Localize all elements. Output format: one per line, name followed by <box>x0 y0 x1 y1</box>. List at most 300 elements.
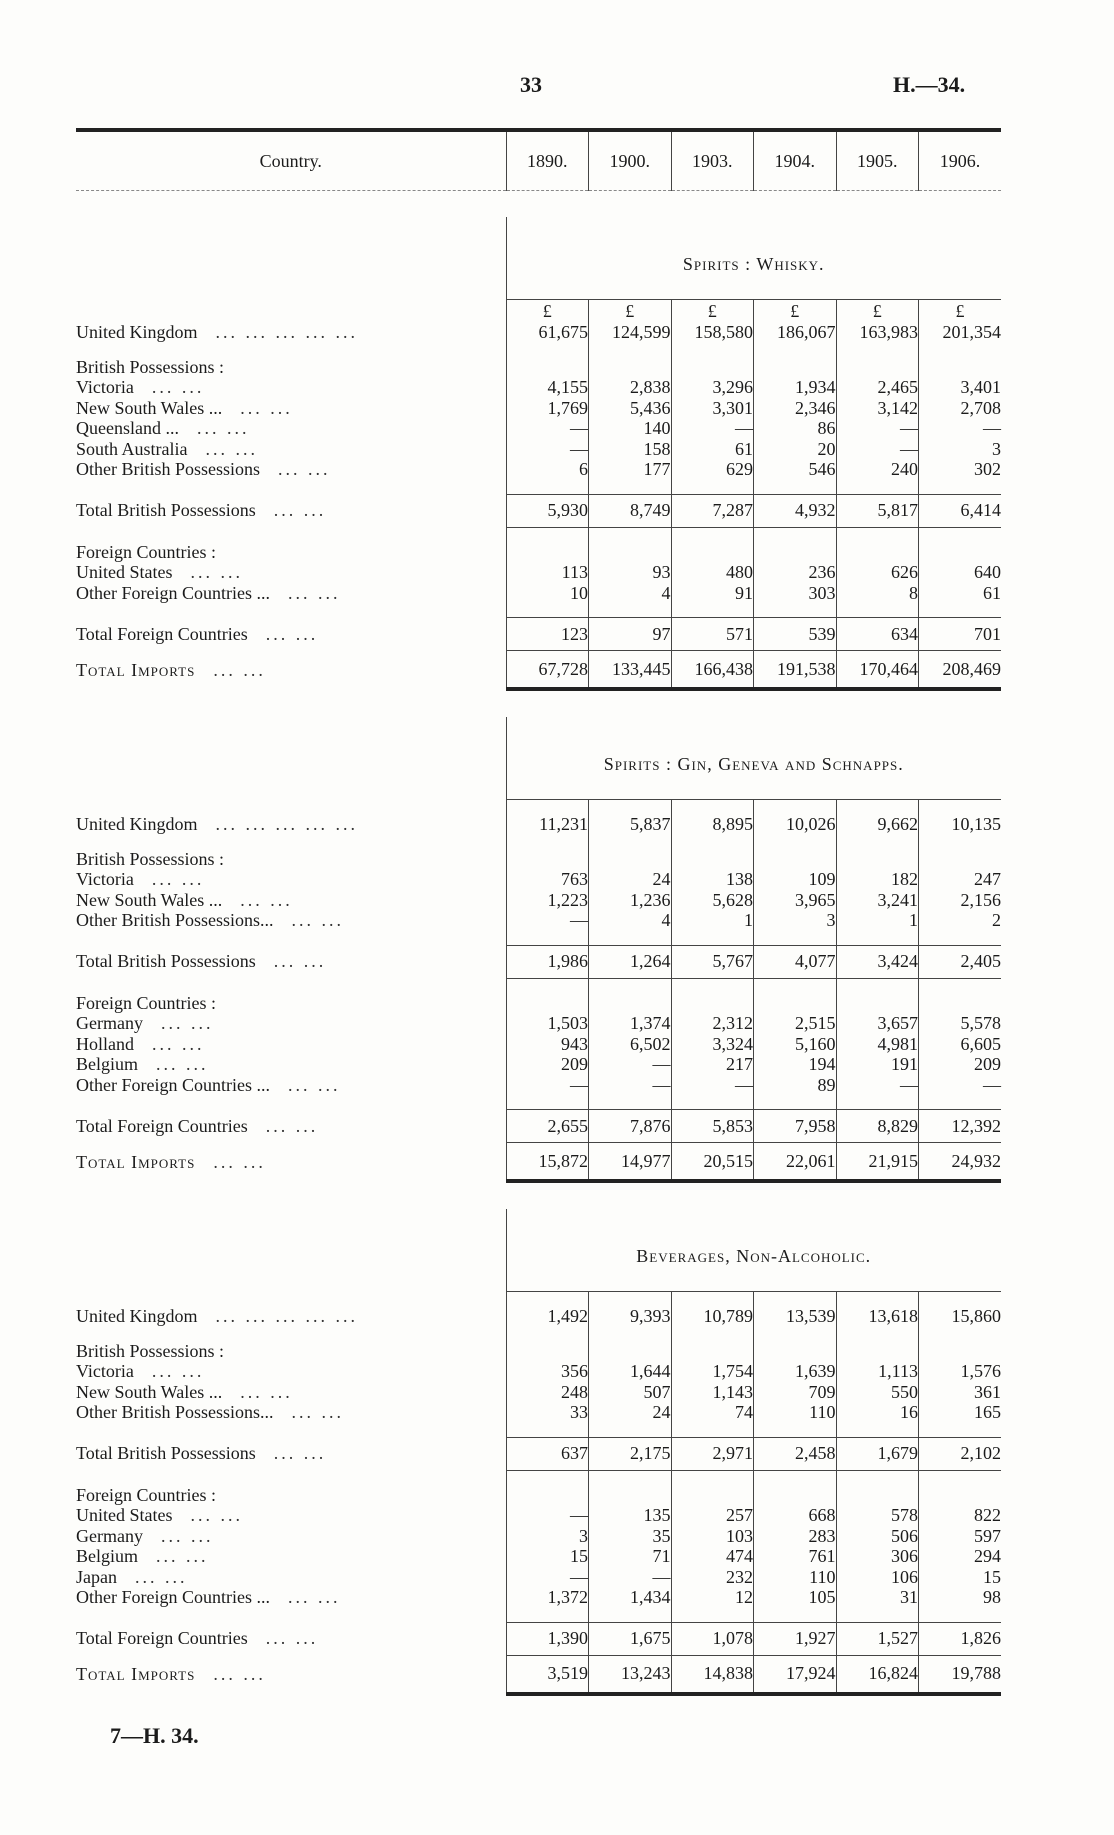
year-header: 1905. <box>836 130 919 191</box>
foreign-row <box>76 1587 1001 1608</box>
blank-cell <box>671 1341 754 1362</box>
british-row <box>76 1402 1001 1423</box>
value-cell: — <box>506 439 589 460</box>
header-row <box>76 130 1001 191</box>
value-cell: 61 <box>671 439 754 460</box>
foreign-total-row <box>76 1622 1001 1655</box>
spacer <box>506 1292 589 1307</box>
blank-cell <box>754 357 837 378</box>
row-label: Belgium <box>76 1054 138 1074</box>
british-row <box>76 890 1001 911</box>
blank-cell <box>671 993 754 1014</box>
value-cell: 14,838 <box>671 1655 754 1694</box>
value-cell: 1,434 <box>589 1587 672 1608</box>
blank-cell <box>919 1485 1002 1506</box>
row-label: Total Foreign Countries <box>76 1628 248 1649</box>
spacer <box>754 1470 837 1485</box>
blank-cell <box>919 993 1002 1014</box>
spacer <box>76 1423 506 1438</box>
country-label <box>76 1034 506 1055</box>
leader-dots: ... ... <box>151 869 205 889</box>
blank-cell <box>836 1485 919 1506</box>
country-label <box>76 910 506 931</box>
group-heading <box>76 357 506 378</box>
british-row <box>76 418 1001 439</box>
blank-cell <box>589 849 672 870</box>
spacer <box>919 800 1002 815</box>
value-cell: 2,655 <box>506 1110 589 1143</box>
value-cell: 7,958 <box>754 1110 837 1143</box>
value-cell: 763 <box>506 869 589 890</box>
spacer <box>506 1327 589 1341</box>
british-row <box>76 459 1001 480</box>
country-label <box>76 459 506 480</box>
value-cell: 1,576 <box>919 1361 1002 1382</box>
value-cell: 1,374 <box>589 1013 672 1034</box>
value-cell: 12 <box>671 1587 754 1608</box>
value-cell: 105 <box>754 1587 837 1608</box>
value-cell: 201,354 <box>919 322 1002 343</box>
country-label <box>76 945 506 978</box>
value-cell: 634 <box>836 618 919 651</box>
spacer <box>919 978 1002 993</box>
row-label: Total Foreign Countries <box>76 623 248 644</box>
value-cell: 361 <box>919 1382 1002 1403</box>
value-cell: 1,927 <box>754 1622 837 1655</box>
spacer <box>919 343 1002 357</box>
spacer <box>506 343 589 357</box>
blank-cell <box>589 357 672 378</box>
blank-cell <box>671 1485 754 1506</box>
spacer-row <box>76 835 1001 849</box>
value-cell: 626 <box>836 562 919 583</box>
country-label <box>76 377 506 398</box>
spacer <box>836 1095 919 1110</box>
value-cell: 21,915 <box>836 1143 919 1182</box>
spacer-row <box>76 931 1001 946</box>
spacer <box>76 1608 506 1623</box>
row-label: New South Wales ... <box>76 889 223 910</box>
value-cell: 35 <box>589 1526 672 1547</box>
row-label: Other British Possessions... <box>76 910 274 930</box>
spacer <box>754 1095 837 1110</box>
country-label <box>76 1655 506 1694</box>
spacer <box>671 1095 754 1110</box>
spacer <box>836 1292 919 1307</box>
spacer <box>589 480 672 495</box>
spacer-row <box>76 1292 1001 1307</box>
value-cell: 550 <box>836 1382 919 1403</box>
value-cell: 10,789 <box>671 1306 754 1327</box>
value-cell: 248 <box>506 1382 589 1403</box>
spacer <box>754 1292 837 1307</box>
spacer <box>671 1608 754 1623</box>
value-cell: 578 <box>836 1505 919 1526</box>
spacer <box>754 343 837 357</box>
spacer <box>919 527 1002 542</box>
british-row <box>76 1361 1001 1382</box>
spacer <box>754 835 837 849</box>
spacer <box>506 931 589 946</box>
leader-dots: ... ... <box>240 397 293 418</box>
value-cell: 1,644 <box>589 1361 672 1382</box>
value-cell: 123 <box>506 618 589 651</box>
value-cell: 1,679 <box>836 1437 919 1470</box>
value-cell: 10,135 <box>919 814 1002 835</box>
spacer-row <box>76 527 1001 542</box>
spacer-row <box>76 1470 1001 1485</box>
value-cell: 943 <box>506 1034 589 1055</box>
spacer <box>836 480 919 495</box>
spacer <box>671 800 754 815</box>
value-cell: 170,464 <box>836 651 919 690</box>
row-label: Victoria <box>76 869 134 889</box>
country-label <box>76 1382 506 1403</box>
value-cell: — <box>506 910 589 931</box>
spacer <box>919 1327 1002 1341</box>
spacer <box>76 800 506 815</box>
value-cell: 208,469 <box>919 651 1002 690</box>
value-cell: 3,657 <box>836 1013 919 1034</box>
spacer <box>919 931 1002 946</box>
value-cell: — <box>671 418 754 439</box>
value-cell: 182 <box>836 869 919 890</box>
value-cell: 6 <box>506 459 589 480</box>
value-cell: 8,895 <box>671 814 754 835</box>
row-label: Other British Possessions <box>76 459 261 479</box>
value-cell: 507 <box>589 1382 672 1403</box>
blank-cell <box>754 1341 837 1362</box>
value-cell: 1,113 <box>836 1361 919 1382</box>
blank-cell <box>836 1341 919 1362</box>
value-cell: — <box>589 1054 672 1075</box>
british-row <box>76 869 1001 890</box>
spacer <box>836 978 919 993</box>
value-cell: 91 <box>671 583 754 604</box>
leader-dots: ... ... <box>240 889 293 910</box>
row-label: Other Foreign Countries ... <box>76 582 270 603</box>
value-cell: 2,971 <box>671 1437 754 1470</box>
row-label: United Kingdom <box>76 1306 198 1326</box>
group-heading-row <box>76 542 1001 563</box>
value-cell: 138 <box>671 869 754 890</box>
leader-dots: ... ... <box>273 1443 327 1464</box>
spacer <box>589 1292 672 1307</box>
value-cell: 24 <box>589 869 672 890</box>
spacer <box>506 1470 589 1485</box>
spacer <box>836 343 919 357</box>
spacer <box>836 603 919 618</box>
spacer <box>671 480 754 495</box>
value-cell: 546 <box>754 459 837 480</box>
year-header: 1904. <box>754 130 837 191</box>
group-heading <box>76 849 506 870</box>
spacer <box>919 480 1002 495</box>
section-spacer <box>76 689 1001 717</box>
value-cell: 303 <box>754 583 837 604</box>
value-cell: 1 <box>836 910 919 931</box>
value-cell: 302 <box>919 459 1002 480</box>
spacer <box>836 1608 919 1623</box>
row-label: Foreign Countries : <box>76 992 216 1013</box>
value-cell: 67,728 <box>506 651 589 690</box>
blank-cell <box>754 542 837 563</box>
row-label: Total British Possessions <box>76 951 256 972</box>
section-title: Spirits : Gin, Geneva and Schnapps. <box>506 717 1001 800</box>
value-cell: 2 <box>919 910 1002 931</box>
spacer <box>754 931 837 946</box>
row-label: Total British Possessions <box>76 1443 256 1464</box>
blank-cell <box>671 357 754 378</box>
value-cell: 86 <box>754 418 837 439</box>
spacer <box>671 603 754 618</box>
leader-dots: ... ... <box>287 582 341 603</box>
spacer <box>589 835 672 849</box>
value-cell: 13,539 <box>754 1306 837 1327</box>
foreign-row <box>76 1054 1001 1075</box>
value-cell: 113 <box>506 562 589 583</box>
british-row <box>76 377 1001 398</box>
leader-dots: ... ... ... ... ... <box>215 814 358 834</box>
country-label <box>76 1361 506 1382</box>
year-header: 1906. <box>919 130 1002 191</box>
british-total-row <box>76 1437 1001 1470</box>
british-row <box>76 398 1001 419</box>
value-cell: 3,519 <box>506 1655 589 1694</box>
value-cell: 4,155 <box>506 377 589 398</box>
british-total-row <box>76 494 1001 527</box>
value-cell: 13,618 <box>836 1306 919 1327</box>
value-cell: 2,346 <box>754 398 837 419</box>
spacer <box>836 931 919 946</box>
spacer <box>76 343 506 357</box>
row-label: Other Foreign Countries ... <box>76 1074 270 1095</box>
value-cell: 209 <box>506 1054 589 1075</box>
value-cell: — <box>836 418 919 439</box>
country-label <box>76 869 506 890</box>
blank-cell <box>76 300 506 323</box>
leader-dots: ... ... <box>156 1054 209 1074</box>
country-label <box>76 814 506 835</box>
value-cell: 10 <box>506 583 589 604</box>
value-cell: 4,077 <box>754 945 837 978</box>
blank-cell <box>671 849 754 870</box>
spacer <box>836 1423 919 1438</box>
row-label: Victoria <box>76 1361 134 1381</box>
foreign-row <box>76 1505 1001 1526</box>
spacer <box>76 1292 506 1307</box>
value-cell: — <box>919 1075 1002 1096</box>
row-label: Total Imports <box>76 1664 196 1684</box>
value-cell: 6,605 <box>919 1034 1002 1055</box>
leader-dots: ... ... <box>265 1115 319 1136</box>
value-cell: 217 <box>671 1054 754 1075</box>
value-cell: 22,061 <box>754 1143 837 1182</box>
value-cell: 1,639 <box>754 1361 837 1382</box>
value-cell: 124,599 <box>589 322 672 343</box>
row-label: Holland <box>76 1033 134 1054</box>
section-title: Beverages, Non-Alcoholic. <box>506 1209 1001 1292</box>
value-cell: 761 <box>754 1546 837 1567</box>
value-cell: 24,932 <box>919 1143 1002 1182</box>
value-cell: 110 <box>754 1402 837 1423</box>
blank-cell <box>836 357 919 378</box>
country-label <box>76 562 506 583</box>
foreign-row <box>76 1075 1001 1096</box>
row-label: Foreign Countries : <box>76 541 216 562</box>
group-heading <box>76 993 506 1014</box>
value-cell: 97 <box>589 618 672 651</box>
value-cell: 13,243 <box>589 1655 672 1694</box>
spacer <box>836 800 919 815</box>
group-heading-row <box>76 993 1001 1014</box>
currency-symbol: £ <box>754 300 837 323</box>
value-cell: 1,078 <box>671 1622 754 1655</box>
blank-cell <box>919 357 1002 378</box>
blank-cell <box>506 993 589 1014</box>
value-cell: 89 <box>754 1075 837 1096</box>
spacer <box>671 527 754 542</box>
value-cell: 306 <box>836 1546 919 1567</box>
country-label <box>76 494 506 527</box>
spacer <box>589 800 672 815</box>
value-cell: 3,424 <box>836 945 919 978</box>
spacer <box>589 1095 672 1110</box>
foreign-row <box>76 1013 1001 1034</box>
row-label: New South Wales ... <box>76 1381 223 1402</box>
leader-dots: ... ... <box>213 1664 266 1684</box>
spacer <box>76 527 506 542</box>
spacer <box>754 978 837 993</box>
spacer <box>836 835 919 849</box>
group-heading-row <box>76 1485 1001 1506</box>
spacer <box>506 603 589 618</box>
value-cell: 186,067 <box>754 322 837 343</box>
british-row <box>76 910 1001 931</box>
value-cell: 3,965 <box>754 890 837 911</box>
value-cell: 140 <box>589 418 672 439</box>
spacer <box>836 527 919 542</box>
spacer <box>754 800 837 815</box>
spacer <box>671 931 754 946</box>
country-label <box>76 322 506 343</box>
spacer <box>76 191 1001 218</box>
value-cell: 3,401 <box>919 377 1002 398</box>
country-label <box>76 651 506 690</box>
value-cell: 31 <box>836 1587 919 1608</box>
value-cell: — <box>506 418 589 439</box>
spacer <box>836 1327 919 1341</box>
blank-cell <box>836 849 919 870</box>
country-label <box>76 1546 506 1567</box>
value-cell: 166,438 <box>671 651 754 690</box>
value-cell: 1,223 <box>506 890 589 911</box>
value-cell: 194 <box>754 1054 837 1075</box>
value-cell: 3 <box>919 439 1002 460</box>
row-label: United Kingdom <box>76 814 198 834</box>
value-cell: 668 <box>754 1505 837 1526</box>
spacer <box>589 343 672 357</box>
spacer-row <box>76 1327 1001 1341</box>
spacer <box>754 480 837 495</box>
spacer <box>754 1608 837 1623</box>
value-cell: 822 <box>919 1505 1002 1526</box>
value-cell: 2,156 <box>919 890 1002 911</box>
value-cell: 15 <box>919 1567 1002 1588</box>
value-cell: 7,287 <box>671 494 754 527</box>
row-label: Foreign Countries : <box>76 1484 216 1505</box>
spacer-row <box>76 1423 1001 1438</box>
row-label: Germany <box>76 1525 143 1546</box>
row-label: Other British Possessions... <box>76 1402 274 1422</box>
spacer <box>76 480 506 495</box>
spacer <box>589 1470 672 1485</box>
spacer <box>76 978 506 993</box>
value-cell: 191 <box>836 1054 919 1075</box>
row-label: Other Foreign Countries ... <box>76 1587 270 1607</box>
foreign-row <box>76 1526 1001 1547</box>
value-cell: 480 <box>671 562 754 583</box>
currency-symbol: £ <box>919 300 1002 323</box>
spacer <box>76 1470 506 1485</box>
value-cell: 5,767 <box>671 945 754 978</box>
country-label <box>76 890 506 911</box>
value-cell: 103 <box>671 1526 754 1547</box>
value-cell: 294 <box>919 1546 1002 1567</box>
value-cell: 474 <box>671 1546 754 1567</box>
spacer <box>754 1327 837 1341</box>
value-cell: — <box>506 1075 589 1096</box>
row-label: British Possessions : <box>76 1340 225 1361</box>
value-cell: 135 <box>589 1505 672 1526</box>
blank-cell <box>76 1209 506 1292</box>
value-cell: — <box>919 418 1002 439</box>
value-cell: 9,662 <box>836 814 919 835</box>
value-cell: 16,824 <box>836 1655 919 1694</box>
leader-dots: ... ... <box>240 1381 293 1402</box>
value-cell: 20 <box>754 439 837 460</box>
spacer <box>919 1292 1002 1307</box>
leader-dots: ... ... <box>291 910 345 930</box>
row-label: Total Imports <box>76 659 196 680</box>
row-label: Total Imports <box>76 1151 196 1172</box>
country-label <box>76 1013 506 1034</box>
country-label <box>76 1054 506 1075</box>
blank-cell <box>589 1341 672 1362</box>
page-number: 33 <box>520 72 542 97</box>
value-cell: 539 <box>754 618 837 651</box>
value-cell: 8,829 <box>836 1110 919 1143</box>
country-label <box>76 418 506 439</box>
value-cell: 5,436 <box>589 398 672 419</box>
value-cell: — <box>836 1075 919 1096</box>
leader-dots: ... ... <box>134 1566 188 1587</box>
value-cell: 257 <box>671 1505 754 1526</box>
value-cell: 110 <box>754 1567 837 1588</box>
spacer <box>589 978 672 993</box>
spacer-row <box>76 603 1001 618</box>
country-label <box>76 398 506 419</box>
value-cell: 133,445 <box>589 651 672 690</box>
value-cell: 1,492 <box>506 1306 589 1327</box>
blank-cell <box>506 542 589 563</box>
value-cell: 11,231 <box>506 814 589 835</box>
country-label <box>76 1402 506 1423</box>
value-cell: 191,538 <box>754 651 837 690</box>
blank-cell <box>506 1485 589 1506</box>
group-heading-row <box>76 357 1001 378</box>
foreign-row <box>76 583 1001 604</box>
